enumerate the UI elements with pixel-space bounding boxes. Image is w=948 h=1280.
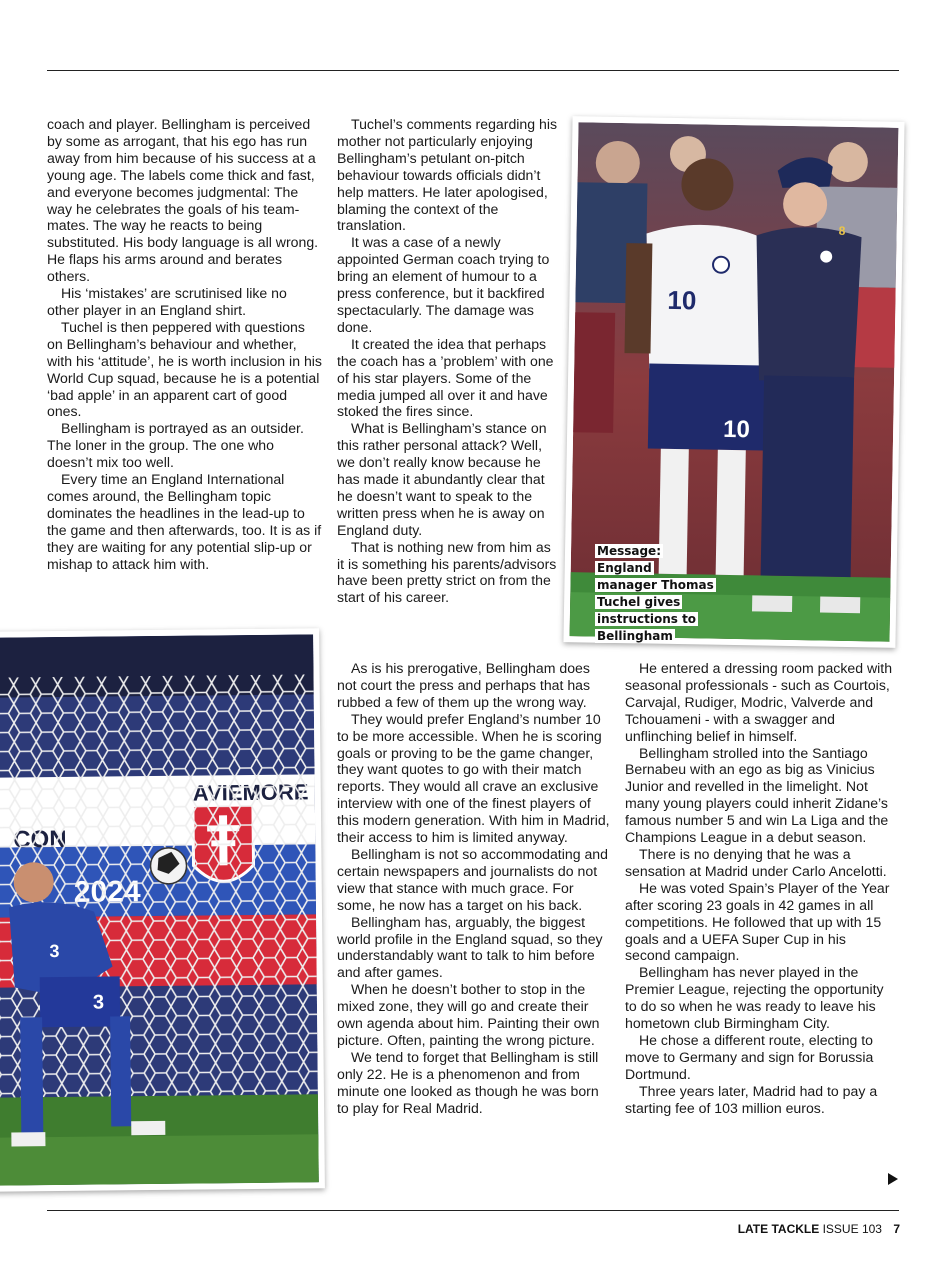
article-column-2-bottom (337, 660, 612, 1116)
paragraph: That is nothing new from him as it is something his parents/advisors have been pretty strict on from the start of his career. (337, 538, 557, 606)
page-footer (738, 1222, 900, 1236)
paragraph: What is Bellingham’s stance on this rather personal attack? Well, we don’t really know because he has made it abundantly clear that he doesn’t want to speak to the written press when he is away on England duty. (337, 420, 547, 538)
paragraph: There is no denying that he was a sensation at Madrid under Carlo Ancelotti. (625, 845, 887, 879)
photo-slovakia-player (0, 628, 325, 1191)
coach-number: 8 (838, 223, 846, 238)
page-number: 7 (893, 1222, 900, 1236)
caption-text: Message: England manager Thomas Tuchel gives instructions to Bellingham (597, 544, 714, 643)
paragraph: He chose a different route, electing to move to Germany and sign for Borussia Dortmund. (625, 1031, 874, 1082)
article-column-1 (47, 116, 322, 572)
paragraph: Tuchel’s comments regarding his mother not particularly enjoying Bellingham’s petulant on-pitch behaviour towards officials didn’t help matters. He later apologised, blaming the context of the translation. (337, 116, 558, 234)
photo-caption (595, 543, 715, 645)
paragraph: He was voted Spain’s Player of the Year after scoring 23 goals in 42 games in all competitions. He followed that up with 15 goals and a UEFA Super Cup in his second campaign. (625, 879, 890, 964)
paragraph: Bellingham has, arguably, the biggest world profile in the England squad, so they understandably want to talk to him before and after games. (337, 913, 603, 981)
paragraph: It created the idea that perhaps the coach has a ’problem’ with one of his star players. Some of the media jumped all over it and have stoked the fires since. (337, 335, 554, 420)
bottom-rule (47, 1210, 899, 1211)
paragraph: Tuchel is then peppered with questions on Bellingham’s behaviour and whether, with his ‘attitude’, he is worth inclusion in his World Cup squad, because he is a potential ‘bad apple’ in an apparent cart of good ones. (47, 318, 322, 420)
paragraph: When he doesn’t bother to stop in the mixed zone, they will go and create their own agenda about him. Painting their own picture. Often, painting the wrong picture. (337, 981, 600, 1048)
top-rule (47, 70, 899, 71)
article-column-3 (625, 660, 893, 1116)
paragraph: It was a case of a newly appointed German coach trying to bring an element of humour to a press conference, but it backfired spectacularly. The damage was done. (337, 234, 550, 335)
paragraph: We tend to forget that Bellingham is still only 22. He is a phenomenon and from minute one looked as though he was born to play for Real Madrid. (337, 1048, 599, 1116)
paragraph: coach and player. Bellingham is perceived by some as arrogant, that his ego has run away from him because of his success at a young age. The labels come thick and fast, and everyone becomes judgmental: The way he celebrates the goals of his team-mates. The way he reacts to being substituted. His body language is all wrong. He flaps his arms around and berates others. (47, 116, 319, 285)
player-shirt-number: 10 (667, 284, 697, 316)
paragraph: He entered a dressing room packed with seasonal professionals - such as Courtois, Carvajal, Rudiger, Modric, Valverde and Tchouameni - with a swagger and unflinching belief in himself. (625, 660, 893, 744)
player-shorts-number: 10 (722, 415, 751, 444)
paragraph: His ‘mistakes’ are scrutinised like no other player in an England shirt. (47, 285, 287, 318)
player-shirt-number: 3 (49, 941, 60, 962)
paragraph: Bellingham is not so accommodating and certain newspapers and journalists do not view that stance with much grace. For some, he now has a target on his back. (337, 845, 608, 913)
paragraph: Bellingham strolled into the Santiago Bernabeu with an ego as big as Vinicius Junior and revelled in the limelight. Not many young players could inherit Zidane’s famous number 5 and win La Liga and the Champions League in a debut season. (625, 744, 889, 846)
article-column-2-top (337, 116, 559, 606)
paragraph: Three years later, Madrid had to pay a starting fee of 103 million euros. (625, 1082, 878, 1116)
paragraph: Bellingham has never played in the Premier League, rejecting the opportunity to do so when he was ready to leave his hometown club Birmingham City. (625, 964, 884, 1032)
player-shorts-number: 3 (92, 991, 105, 1014)
paragraph: They would prefer England’s number 10 to be more accessible. When he is scoring goals or proving to be the game changer, they want quotes to go with their match reports. They would all crave an exclusive interview with one of the finest players of this modern generation. With him in Madrid, their access to him is limited anyway. (337, 710, 610, 846)
continue-arrow-icon (888, 1173, 898, 1185)
paragraph: Bellingham is portrayed as an outsider. The loner in the group. The one who doesn’t mix too well. (47, 420, 304, 471)
magazine-brand: LATE TACKLE (737, 1222, 820, 1236)
paragraph: As is his prerogative, Bellingham does not court the press and perhaps that has rubbed a few of them up the wrong way. (337, 660, 591, 710)
paragraph: Every time an England International comes around, the Bellingham topic dominates the headlines in the lead-up to the game and then afterwards, too. It is as if they are waiting for any potential slip-up or mishap to attack him with. (47, 471, 322, 572)
issue-label: ISSUE 103 (822, 1222, 882, 1236)
